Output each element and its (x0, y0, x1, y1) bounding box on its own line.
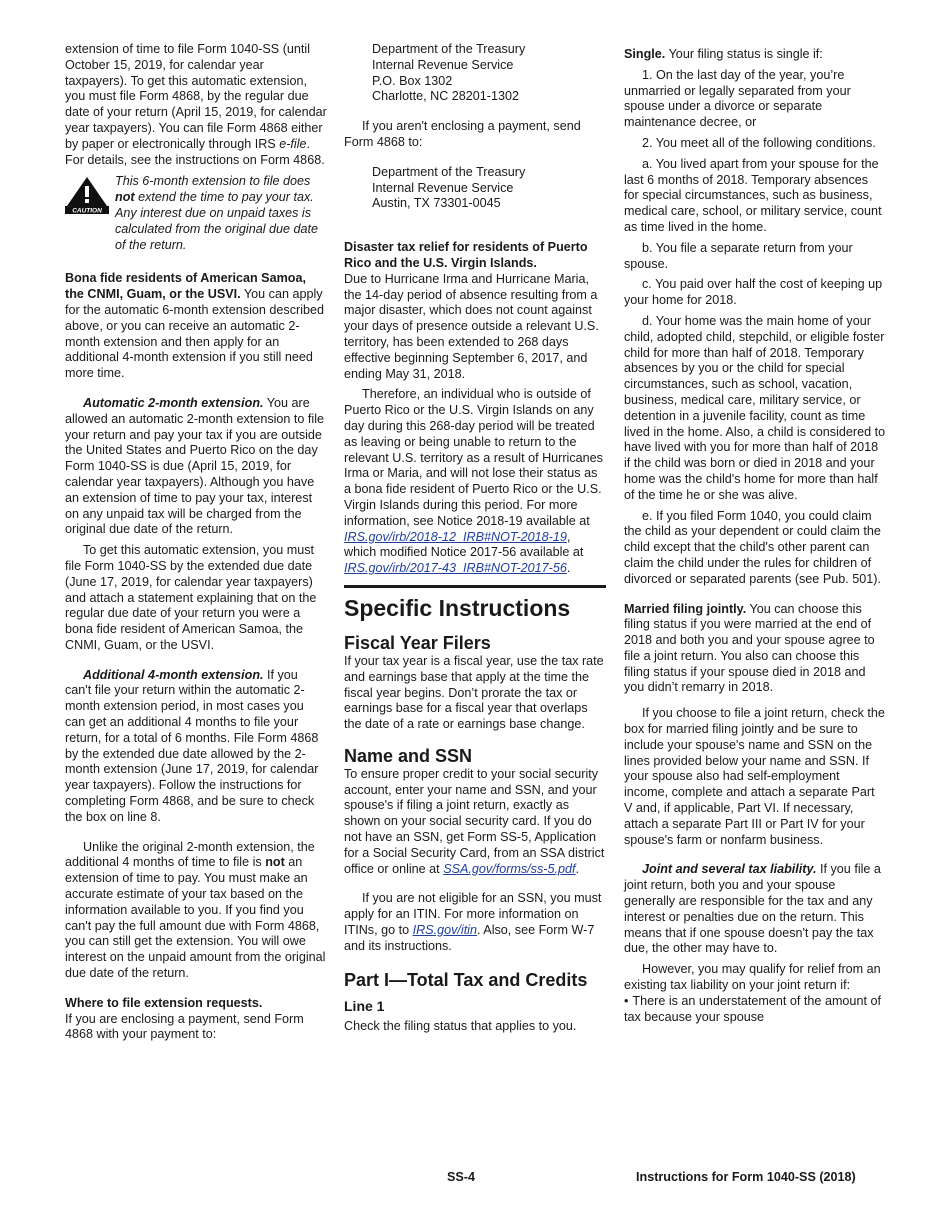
bona-fide-heading: Bona fide residents of American Samoa, the CNMI, Guam, or the USVI. (65, 271, 306, 302)
page-number: SS-4 (447, 1170, 475, 1184)
bullet-item-1: • There is an understatement of the amount of tax because your spouse (624, 994, 886, 1026)
bona-fide-paragraph: Bona fide residents of American Samoa, the CNMI, Guam, or the USVI. You can apply for the automatic 6-month extension described above, or you can receive an automatic 2-month extension and then apply for an additional 4-month extension if you still need more time. (65, 271, 325, 381)
line-1-text: Check the filing status that applies to you. (344, 1018, 577, 1033)
caution-note: CAUTION This 6-month extension to file does not extend the time to pay your tax. Any interest due on unpaid taxes is calculated from the original due date of the return. (65, 174, 327, 253)
extension-paragraph: extension of time to file Form 1040-SS (until October 15, 2019, for calendar year taxpayers). To get this automatic extension, you must file Form 4868, by the regular due date of your return (April 15, 2019, for calendar year taxpayers). You can file Form 4868 either by paper or electronically through IRS e-file. For details, see the instructions on Form 4868. (65, 42, 327, 167)
disaster-heading: Disaster tax relief for residents of Puerto Rico and the U.S. Virgin Islands. (344, 240, 588, 270)
joint-return-paragraph: If you choose to file a joint return, check the box for married filing jointly and be sure to include your spouse's name and SSN on the lines provided below your name and SSN. If your spouse also had self-employment income, complete and attach a separate Part V and, if applicable, Part VI. If necessary, attach a separate Part III or Part IV for your spouse's farm or nonfarm business. (624, 706, 885, 847)
single-heading: Single. (624, 47, 666, 61)
single-item-1: 1. On the last day of the year, you’re unmarried or legally separated from your spouse under a divorce or separate maintenance decree, or (624, 67, 851, 130)
jsl-heading: Joint and several tax liability. (642, 862, 817, 877)
caution-label: CAUTION (72, 207, 102, 215)
single-paragraph: Single. Your filing status is single if: (624, 47, 823, 61)
disaster-text: Due to Hurricane Irma and Hurricane Maria, the 14-day period of absence resulting from a major disaster, which does not count against your days of presence outside a relevant U.S. territory, has been extended to 268 days effective beginning September 6, 2017, and ending May 31, 2018. (344, 271, 599, 381)
add-4-month-paragraph: Additional 4-month extension. If you can't file your return within the automatic 2-month extension period, in most cases you can get an additional 4 months to file your return, for a total of 6 months. File Form 4868 by the extended due date allowed by the 2-month extension (June 17, 2019, for calendar year taxpayers). Follow the instructions for completing Form 4868, and be sure to check the box on line 8. (65, 667, 319, 824)
where-to-file-heading: Where to file extension requests. (65, 995, 263, 1010)
unlike-paragraph: Unlike the original 2-month extension, the additional 4 months of time to file is not an extension of time to pay. You must make an accurate estimate of your tax based on the information available to you. If you find you can't pay the full amount due with Form 4868, you can still get the extension. You will owe interest on the unpaid amount from the original due date of the return. (65, 839, 326, 981)
ss5-link[interactable]: SSA.gov/forms/ss-5.pdf (443, 861, 576, 876)
however-paragraph: However, you may qualify for relief from an existing tax liability on your joint return if: (624, 962, 881, 993)
auto-2-month-heading: Automatic 2-month extension. (83, 395, 264, 410)
where-to-file-text: If you are enclosing a payment, send Form 4868 with your payment to: (65, 1011, 304, 1042)
column-1 (65, 42, 327, 1043)
caution-icon (65, 176, 109, 214)
single-item-a: a. You lived apart from your spouse for the last 6 months of 2018. Temporary absences for special circumstances, such as business, medical care, school, or military service, count as time lived in the home. (624, 156, 882, 234)
fiscal-year-heading: Fiscal Year Filers (344, 632, 491, 653)
address-charlotte: Department of the Treasury Internal Revenue Service P.O. Box 1302 Charlotte, NC 28201-1302 (372, 42, 526, 104)
notice-2018-19-link[interactable]: IRS.gov/irb/2018-12_IRB#NOT-2018-19 (344, 529, 567, 544)
single-item-b: b. You file a separate return from your spouse. (624, 240, 853, 271)
column-3 (624, 42, 886, 1025)
single-item-d: d. Your home was the main home of your child, adopted child, stepchild, or eligible foster child for more than half of 2018. Temporary absences by you or the child for special circumstances, such as school, vacation, business, medical care, military service, or detention in a juvenile facility, count as time lived in the home. Also, a child is considered to have lived with you for more than half of 2018 if the child was born or died in 2018 and your home was the child's home for more than half of the time he or she was alive. (624, 313, 886, 502)
footer-title: Instructions for Form 1040-SS (2018) (636, 1170, 856, 1184)
jsl-paragraph: Joint and several tax liability. If you file a joint return, both you and your spouse generally are responsible for the tax and any interest or penalties due on the return. This means that if one spouse doesn't pay the tax due, the other may have to. (624, 862, 881, 956)
no-payment-paragraph: If you aren't enclosing a payment, send Form 4868 to: (344, 119, 581, 149)
efile-term: e-file (279, 136, 307, 151)
fiscal-year-text: If your tax year is a fiscal year, use the tax rate and earnings base that apply at the time the fiscal year begins. Don’t prorate the tax or earnings base for a fiscal year that overlaps the date of a rate or earnings base change. (344, 653, 604, 732)
itin-link[interactable]: IRS.gov/itin (412, 923, 477, 938)
single-item-e: e. If you filed Form 1040, you could claim the child as your dependent or could claim the child except that the child's other parent can claim the child under the rules for children of divorced or separated parents (see Pub. 501). (624, 508, 881, 586)
single-item-c: c. You paid over half the cost of keeping up your home for 2018. (624, 277, 883, 308)
auto-2-month-paragraph: Automatic 2-month extension. You are allowed an automatic 2-month extension to file your return and pay your tax if you are outside the United States and Puerto Rico on the day Form 1040-SS is due (April 15, 2019, for calendar year taxpayers). Although you have an extension of time to pay your tax, interest on any unpaid tax will be charged from the original due date of the return. (65, 395, 325, 537)
single-item-2: 2. You meet all of the following conditions. (642, 135, 876, 150)
therefore-paragraph: Therefore, an individual who is outside of Puerto Rico or the U.S. Virgin Islands on any day during this 268-day period will be treated as leaving or being unable to return to the relevant U.S. territory as a result of Hurricanes Irma or Maria, and will not lose their status as a bona fide resident of Puerto Rico or the U.S. Virgin Islands during this period. For more information, see Notice 2018-19 available at IRS.gov/irb/2018-12_IRB#NOT-2018-19, which modified Notice 2017-56 available at IRS.gov/irb/2017-43_IRB#NOT-2017-56. (344, 387, 603, 576)
address-austin: Department of the Treasury Internal Revenue Service Austin, TX 73301-0045 (372, 164, 526, 211)
specific-instructions-heading: Specific Instructions (344, 585, 606, 622)
name-ssn-text: To ensure proper credit to your social security account, enter your name and SSN, and your spouse's if filing a joint return, exactly as shown on your social security card. If you do not have an SSN, get Form SS-5, Application for a Social Security Card, from an SSA district office or online at SSA.gov/forms/ss-5.pdf. (344, 766, 605, 876)
add-4-month-heading: Additional 4-month extension. (83, 667, 264, 682)
mfj-heading: Married filing jointly. (624, 601, 747, 616)
part-1-heading: Part I—Total Tax and Credits (344, 969, 588, 990)
line-1-heading: Line 1 (344, 997, 385, 1014)
column-2 (344, 42, 606, 1034)
notice-2017-56-link[interactable]: IRS.gov/irb/2017-43_IRB#NOT-2017-56 (344, 561, 567, 576)
name-ssn-heading: Name and SSN (344, 745, 473, 766)
itin-paragraph: If you are not eligible for an SSN, you must apply for an ITIN. For more information on ITINs, go to IRS.gov/itin. Also, see Form W-7 and its instructions. (344, 891, 602, 953)
mfj-paragraph: Married filing jointly. You can choose this filing status if you were married at the end of 2018 and both you and your spouse agree to file a joint return. You also can choose this filing status if your spouse died in 2018 and you didn’t remarry in 2018. (624, 601, 875, 695)
get-auto-paragraph: To get this automatic extension, you must file Form 1040-SS by the extended due date (June 17, 2019, for calendar year taxpayers) and attach a statement explaining that on the regular due date of your return you were a bona fide resident of American Samoa, the CNMI, Guam, or the USVI. (65, 543, 317, 652)
